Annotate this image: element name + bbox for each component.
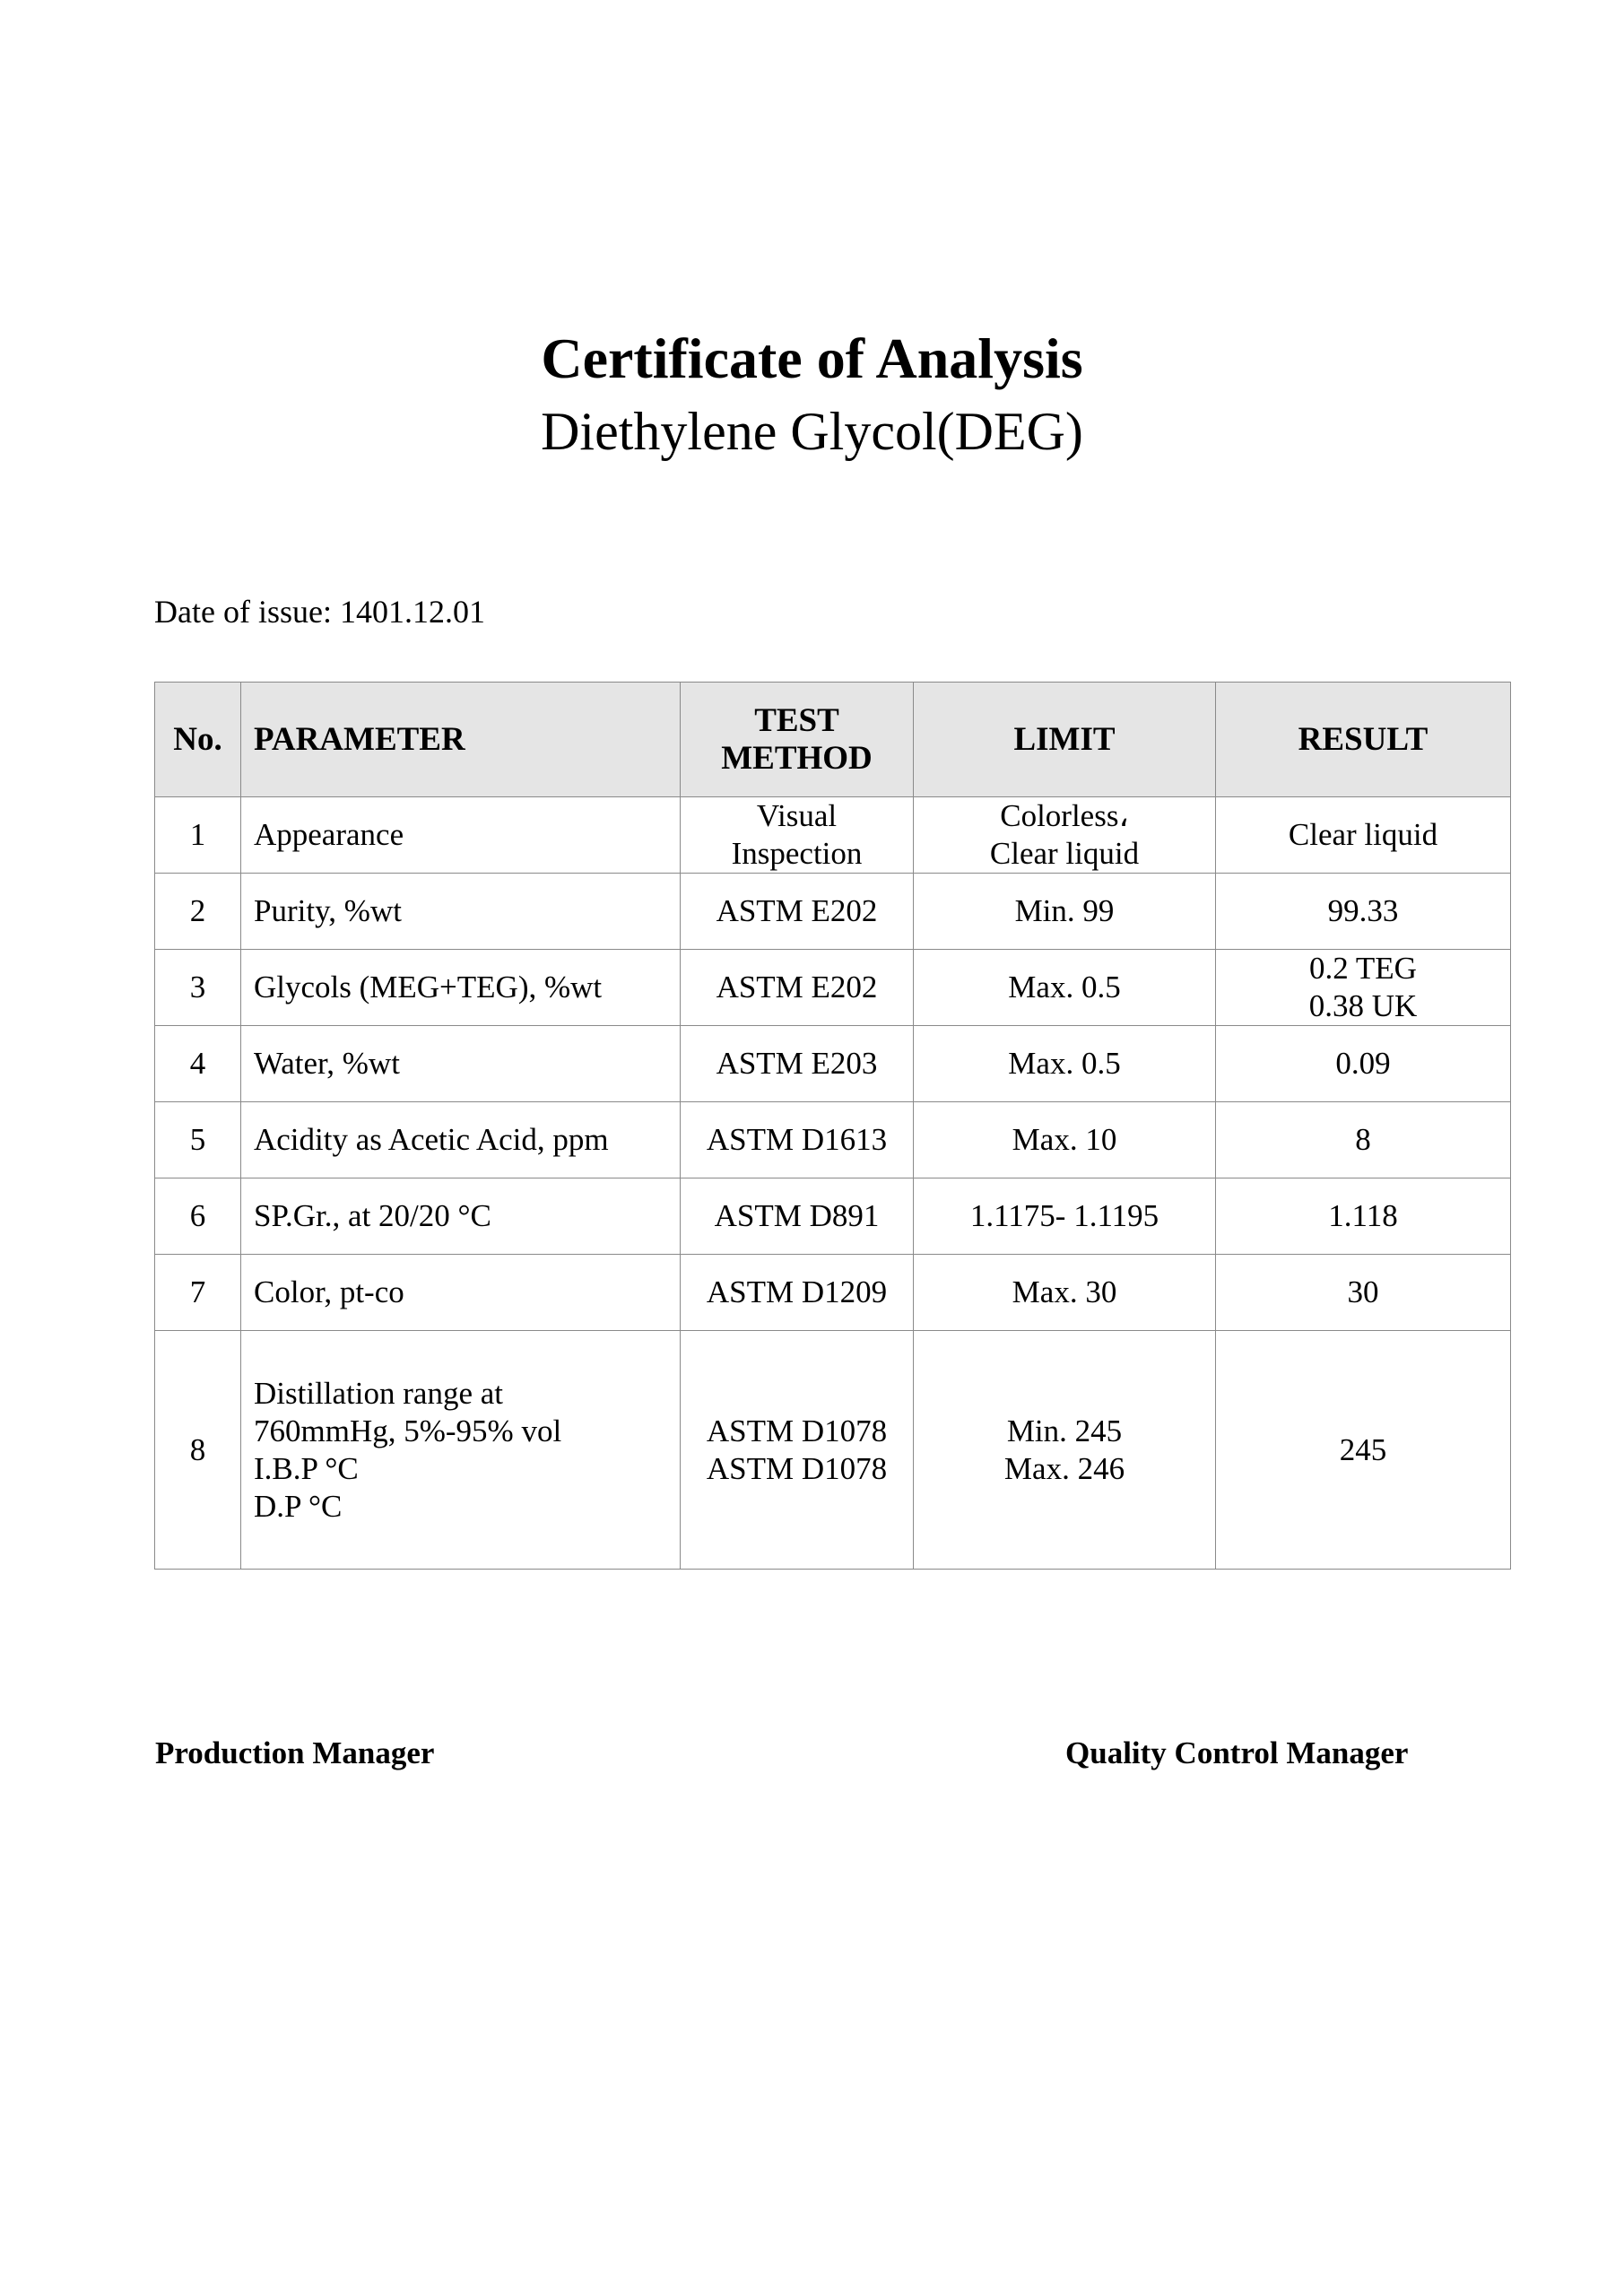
limit-cell-line: Max. 30: [1012, 1274, 1117, 1309]
row-number: 1: [155, 797, 241, 874]
parameter-cell-line: Appearance: [254, 817, 404, 852]
test-method-cell: [681, 1026, 914, 1102]
test-method-cell-line: ASTM D1613: [706, 1122, 888, 1157]
document-title: Certificate of Analysis: [541, 326, 1083, 390]
test-method-cell: [681, 797, 914, 874]
header-test-method-line: METHOD: [721, 739, 873, 777]
issue-date-value: 1401.12.01: [339, 594, 485, 630]
parameter-cell-line: I.B.P °C: [254, 1450, 359, 1486]
parameter-cell: [241, 950, 681, 1026]
limit-cell: [914, 1102, 1216, 1178]
issue-date-line: [154, 592, 485, 631]
row-number: 5: [155, 1102, 241, 1178]
parameter-cell-line: SP.Gr., at 20/20 °C: [254, 1198, 491, 1233]
result-cell: [1216, 797, 1511, 874]
parameter-cell: [241, 1102, 681, 1178]
limit-cell-line: Clear liquid: [989, 836, 1140, 871]
limit-cell: [914, 1331, 1216, 1570]
table-row: [155, 1178, 1511, 1255]
parameter-cell: [241, 874, 681, 950]
table-row: [155, 874, 1511, 950]
row-number: 3: [155, 950, 241, 1026]
production-manager-signature: Production Manager: [155, 1735, 435, 1770]
table-row: [155, 1331, 1511, 1570]
parameter-cell: [241, 1178, 681, 1255]
result-cell-line: 30: [1347, 1274, 1379, 1309]
table-row: [155, 1026, 1511, 1102]
table-header-row: [155, 683, 1511, 797]
document-subtitle: Diethylene Glycol(DEG): [541, 402, 1083, 461]
result-cell: [1216, 874, 1511, 950]
result-cell-line: 1.118: [1328, 1198, 1398, 1233]
test-method-cell-line: ASTM D1078: [706, 1413, 888, 1448]
limit-cell-line: Max. 246: [1003, 1450, 1125, 1486]
result-cell-line: 0.38 UK: [1308, 988, 1418, 1023]
result-cell: [1216, 1178, 1511, 1255]
analysis-table: [154, 682, 1511, 1570]
result-cell-line: 0.2 TEG: [1309, 951, 1417, 986]
limit-cell-line: Colorless،: [1000, 798, 1129, 833]
limit-cell-line: Min. 245: [1006, 1413, 1123, 1448]
limit-cell: [914, 797, 1216, 874]
test-method-cell: [681, 1255, 914, 1331]
limit-cell-line: 1.1175- 1.1195: [969, 1198, 1159, 1233]
parameter-cell: [241, 797, 681, 874]
result-cell: [1216, 950, 1511, 1026]
limit-cell: [914, 950, 1216, 1026]
table-row: [155, 797, 1511, 874]
test-method-cell-line: ASTM E202: [716, 970, 878, 1004]
table-row: [155, 1255, 1511, 1331]
header-result: RESULT: [1216, 683, 1511, 797]
test-method-cell-line: ASTM D1078: [706, 1450, 888, 1486]
result-cell-line: 0.09: [1335, 1046, 1391, 1081]
result-cell-line: Clear liquid: [1288, 817, 1438, 852]
row-number: 7: [155, 1255, 241, 1331]
test-method-cell-line: ASTM E202: [716, 893, 878, 928]
result-cell-line: 99.33: [1327, 893, 1399, 928]
result-cell-line: 8: [1355, 1122, 1371, 1157]
test-method-cell: [681, 1102, 914, 1178]
header-no: No.: [155, 683, 241, 797]
row-number: 8: [155, 1331, 241, 1570]
parameter-cell: [241, 1255, 681, 1331]
header-limit: LIMIT: [914, 683, 1216, 797]
limit-cell: [914, 874, 1216, 950]
result-cell: [1216, 1026, 1511, 1102]
issue-date-label: Date of issue:: [154, 594, 332, 630]
parameter-cell-line: Glycols (MEG+TEG), %wt: [254, 970, 603, 1004]
test-method-cell: [681, 950, 914, 1026]
table-row: [155, 950, 1511, 1026]
limit-cell: [914, 1026, 1216, 1102]
row-number: 6: [155, 1178, 241, 1255]
result-cell: [1216, 1331, 1511, 1570]
test-method-cell: [681, 1178, 914, 1255]
limit-cell-line: Min. 99: [1014, 893, 1115, 928]
row-number: 2: [155, 874, 241, 950]
limit-cell-line: Max. 0.5: [1008, 970, 1121, 1004]
result-cell: [1216, 1255, 1511, 1331]
quality-control-manager-signature: Quality Control Manager: [1065, 1735, 1409, 1770]
table-row: [155, 1102, 1511, 1178]
test-method-cell-line: ASTM E203: [716, 1046, 878, 1081]
limit-cell: [914, 1255, 1216, 1331]
limit-cell-line: Max. 0.5: [1008, 1046, 1121, 1081]
header-test-method-line: TEST: [754, 701, 839, 739]
limit-cell: [914, 1178, 1216, 1255]
parameter-cell: [241, 1331, 681, 1570]
table-body: [155, 797, 1511, 1570]
test-method-cell: [681, 1331, 914, 1570]
test-method-cell: [681, 874, 914, 950]
test-method-cell-line: ASTM D1209: [706, 1274, 888, 1309]
parameter-cell: [241, 1026, 681, 1102]
parameter-cell-line: Acidity as Acetic Acid, ppm: [254, 1122, 609, 1157]
parameter-cell-line: Purity, %wt: [254, 893, 402, 928]
header-parameter: PARAMETER: [241, 683, 681, 797]
row-number: 4: [155, 1026, 241, 1102]
result-cell-line: 245: [1339, 1431, 1387, 1467]
parameter-cell-line: Water, %wt: [254, 1046, 400, 1081]
parameter-cell-line: D.P °C: [254, 1488, 343, 1524]
test-method-cell-line: Visual: [756, 798, 838, 833]
header-test-method: [681, 683, 914, 797]
test-method-cell-line: ASTM D891: [714, 1198, 880, 1233]
result-cell: [1216, 1102, 1511, 1178]
parameter-cell-line: 760mmHg, 5%-95% vol: [254, 1413, 562, 1448]
parameter-cell-line: Distillation range at: [254, 1375, 503, 1411]
parameter-cell-line: Color, pt-co: [254, 1274, 404, 1309]
test-method-cell-line: Inspection: [731, 836, 863, 871]
limit-cell-line: Max. 10: [1012, 1122, 1117, 1157]
